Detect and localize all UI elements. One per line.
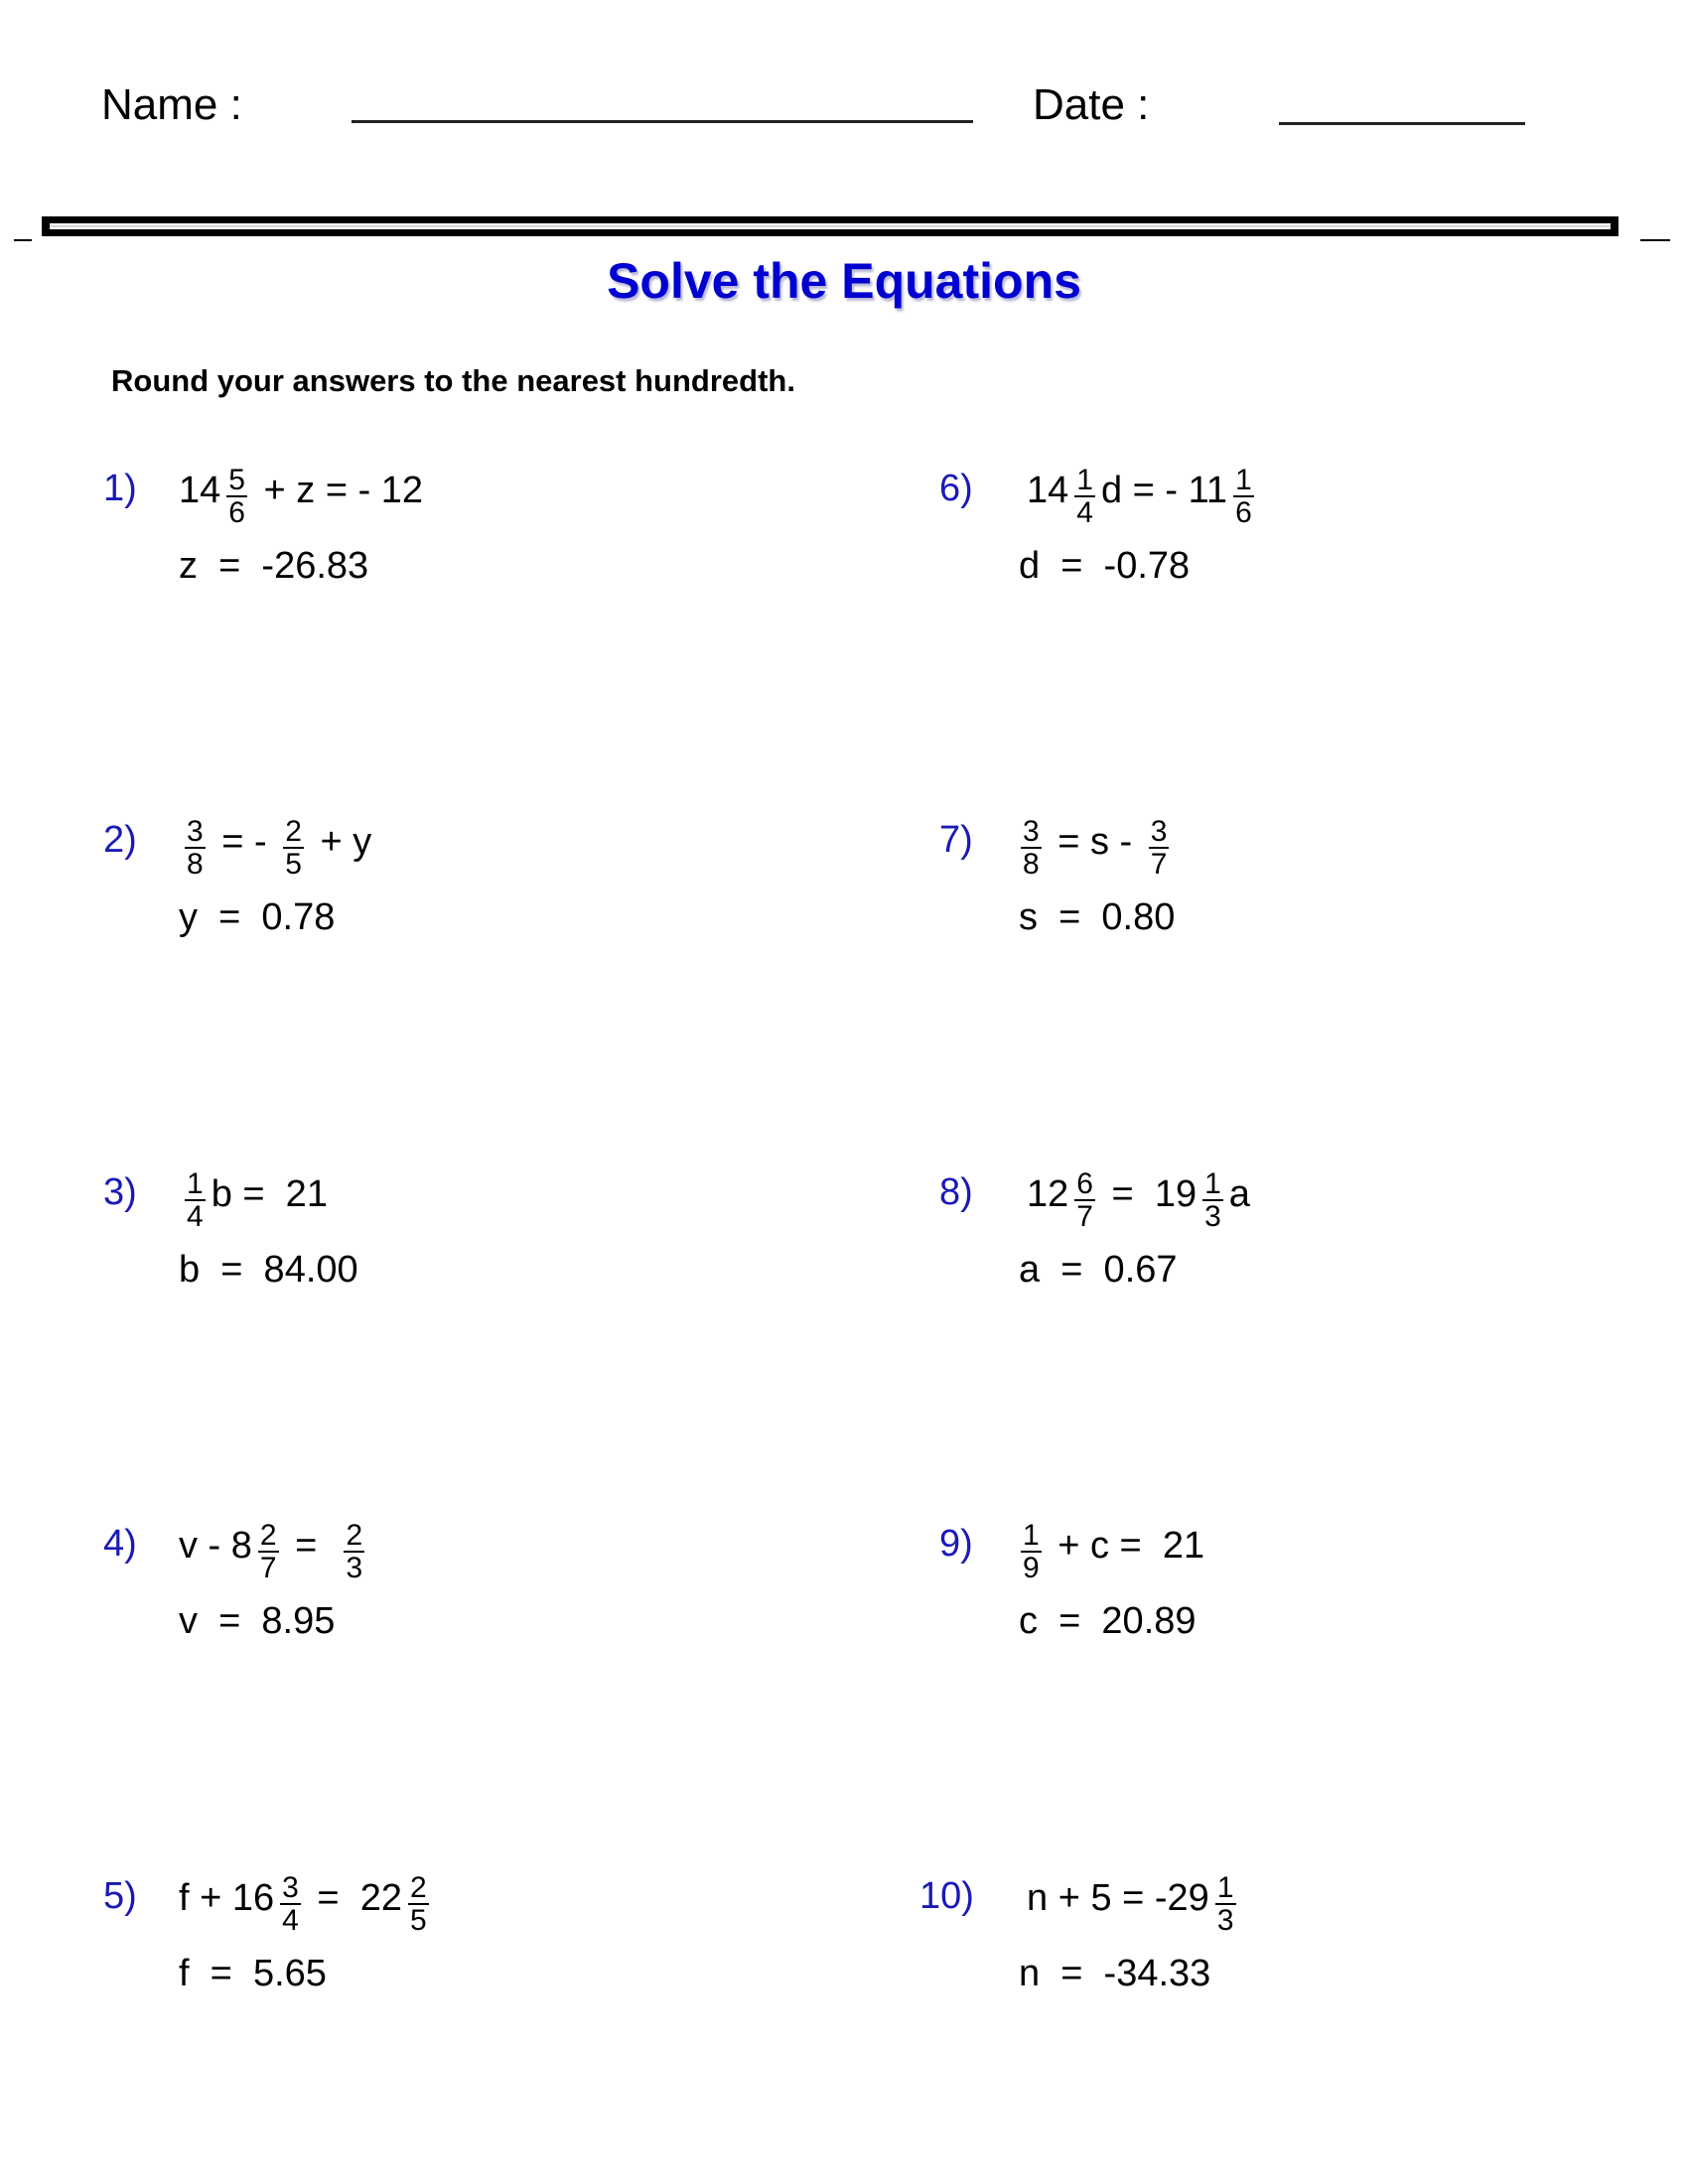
problem-answer: a = 0.67 xyxy=(1019,1249,1178,1291)
fraction-denominator: 3 xyxy=(1204,1199,1221,1233)
fraction-denominator: 4 xyxy=(1076,495,1093,529)
problem-answer: y = 0.78 xyxy=(179,896,336,938)
problem-number: 4) xyxy=(103,1523,137,1565)
instructions: Round your answers to the nearest hundredth. xyxy=(111,363,795,398)
equation-term: 12 xyxy=(1027,1173,1069,1215)
problem-equation xyxy=(179,1864,435,1937)
fraction-numerator: 3 xyxy=(282,1870,299,1904)
problem-equation xyxy=(179,1512,370,1584)
name-label: Name : xyxy=(101,80,242,129)
problem-answer: c = 20.89 xyxy=(1019,1600,1196,1642)
fraction xyxy=(283,814,304,881)
fraction xyxy=(1149,814,1170,881)
fraction-numerator: 3 xyxy=(1150,814,1168,848)
equation-term: + y xyxy=(309,821,372,863)
fraction-numerator: 2 xyxy=(285,814,302,848)
fraction-numerator: 2 xyxy=(259,1518,277,1552)
name-input-line[interactable] xyxy=(352,120,973,123)
fraction-numerator: 3 xyxy=(1023,814,1040,848)
problem-equation xyxy=(179,808,372,881)
problem-equation xyxy=(1015,1512,1205,1584)
fraction xyxy=(1021,814,1042,881)
fraction-denominator: 6 xyxy=(228,495,245,529)
fraction-denominator: 7 xyxy=(259,1551,277,1584)
problem-number: 5) xyxy=(103,1875,137,1917)
fraction-numerator: 3 xyxy=(187,814,204,848)
fraction-numerator: 1 xyxy=(1216,1870,1234,1904)
equation-term: f + 16 xyxy=(179,1877,275,1919)
fraction-denominator: 4 xyxy=(187,1199,204,1233)
fraction xyxy=(258,1518,279,1584)
problem-number: 10) xyxy=(919,1875,974,1917)
fraction-numerator: 1 xyxy=(187,1166,204,1200)
equation-term: d = - 11 xyxy=(1100,470,1228,511)
fraction-denominator: 7 xyxy=(1076,1199,1093,1233)
fraction-denominator: 3 xyxy=(1216,1903,1234,1937)
fraction-denominator: 9 xyxy=(1023,1551,1040,1584)
page-title: Solve the Equations xyxy=(607,253,1081,309)
fraction-numerator: 1 xyxy=(1023,1518,1040,1552)
equation-term: 14 xyxy=(179,470,221,511)
fraction xyxy=(280,1870,301,1937)
fraction xyxy=(344,1518,364,1584)
problem-number: 8) xyxy=(939,1171,973,1213)
fraction-denominator: 8 xyxy=(1023,847,1040,881)
problem-number: 1) xyxy=(103,468,137,509)
date-label: Date : xyxy=(1033,80,1150,129)
equation-term: = 19 xyxy=(1100,1173,1197,1215)
problem-answer: v = 8.95 xyxy=(179,1600,336,1642)
fraction-numerator: 2 xyxy=(409,1870,427,1904)
problem-number: 3) xyxy=(103,1171,137,1213)
problem-equation xyxy=(1027,1160,1250,1233)
fraction-numerator: 1 xyxy=(1204,1166,1221,1200)
fraction-denominator: 7 xyxy=(1150,847,1168,881)
margin-dash-right xyxy=(1640,239,1670,241)
fraction xyxy=(1202,1166,1223,1233)
equation-term: = 22 xyxy=(306,1877,402,1919)
fraction-numerator: 6 xyxy=(1076,1166,1093,1200)
fraction xyxy=(408,1870,429,1937)
equation-term: = xyxy=(284,1525,339,1567)
equation-term: b = 21 xyxy=(211,1173,328,1215)
equation-term: = s - xyxy=(1047,821,1143,863)
equation-term: + c = 21 xyxy=(1047,1525,1205,1567)
fraction-denominator: 6 xyxy=(1235,495,1252,529)
fraction-denominator: 5 xyxy=(409,1903,427,1937)
problem-answer: s = 0.80 xyxy=(1019,896,1176,938)
equation-term: = - xyxy=(211,821,278,863)
fraction xyxy=(185,814,206,881)
equation-term: 14 xyxy=(1027,470,1069,511)
fraction-numerator: 1 xyxy=(1076,463,1093,496)
problem-equation xyxy=(179,457,424,529)
problem-answer: n = -34.33 xyxy=(1019,1953,1211,1994)
problem-number: 9) xyxy=(939,1523,973,1565)
problem-equation xyxy=(1027,1864,1242,1937)
equation-term: v - 8 xyxy=(179,1525,252,1567)
problem-answer: d = -0.78 xyxy=(1019,545,1191,587)
equation-term: + z = - 12 xyxy=(252,470,424,511)
margin-dash-left xyxy=(14,239,32,241)
fraction xyxy=(1021,1518,1042,1584)
fraction-denominator: 4 xyxy=(282,1903,299,1937)
problem-equation xyxy=(1027,457,1260,529)
fraction-numerator: 2 xyxy=(346,1518,363,1552)
problem-answer: f = 5.65 xyxy=(179,1953,327,1994)
fraction xyxy=(1233,463,1254,529)
fraction-numerator: 1 xyxy=(1235,463,1252,496)
problem-number: 2) xyxy=(103,819,137,861)
fraction-denominator: 3 xyxy=(346,1551,363,1584)
problem-equation xyxy=(1015,808,1175,881)
fraction xyxy=(1215,1870,1236,1937)
problem-number: 7) xyxy=(939,819,973,861)
fraction xyxy=(185,1166,206,1233)
header-divider xyxy=(42,216,1618,236)
problem-answer: b = 84.00 xyxy=(179,1249,358,1291)
date-input-line[interactable] xyxy=(1279,122,1525,125)
equation-term: n + 5 = -29 xyxy=(1027,1877,1209,1919)
fraction-denominator: 8 xyxy=(187,847,204,881)
problem-equation xyxy=(179,1160,328,1233)
fraction xyxy=(226,463,247,529)
equation-term: a xyxy=(1228,1173,1250,1215)
fraction-numerator: 5 xyxy=(228,463,245,496)
problem-number: 6) xyxy=(939,468,973,509)
fraction xyxy=(1074,1166,1095,1233)
fraction-denominator: 5 xyxy=(285,847,302,881)
fraction xyxy=(1074,463,1095,529)
problem-answer: z = -26.83 xyxy=(179,545,369,587)
